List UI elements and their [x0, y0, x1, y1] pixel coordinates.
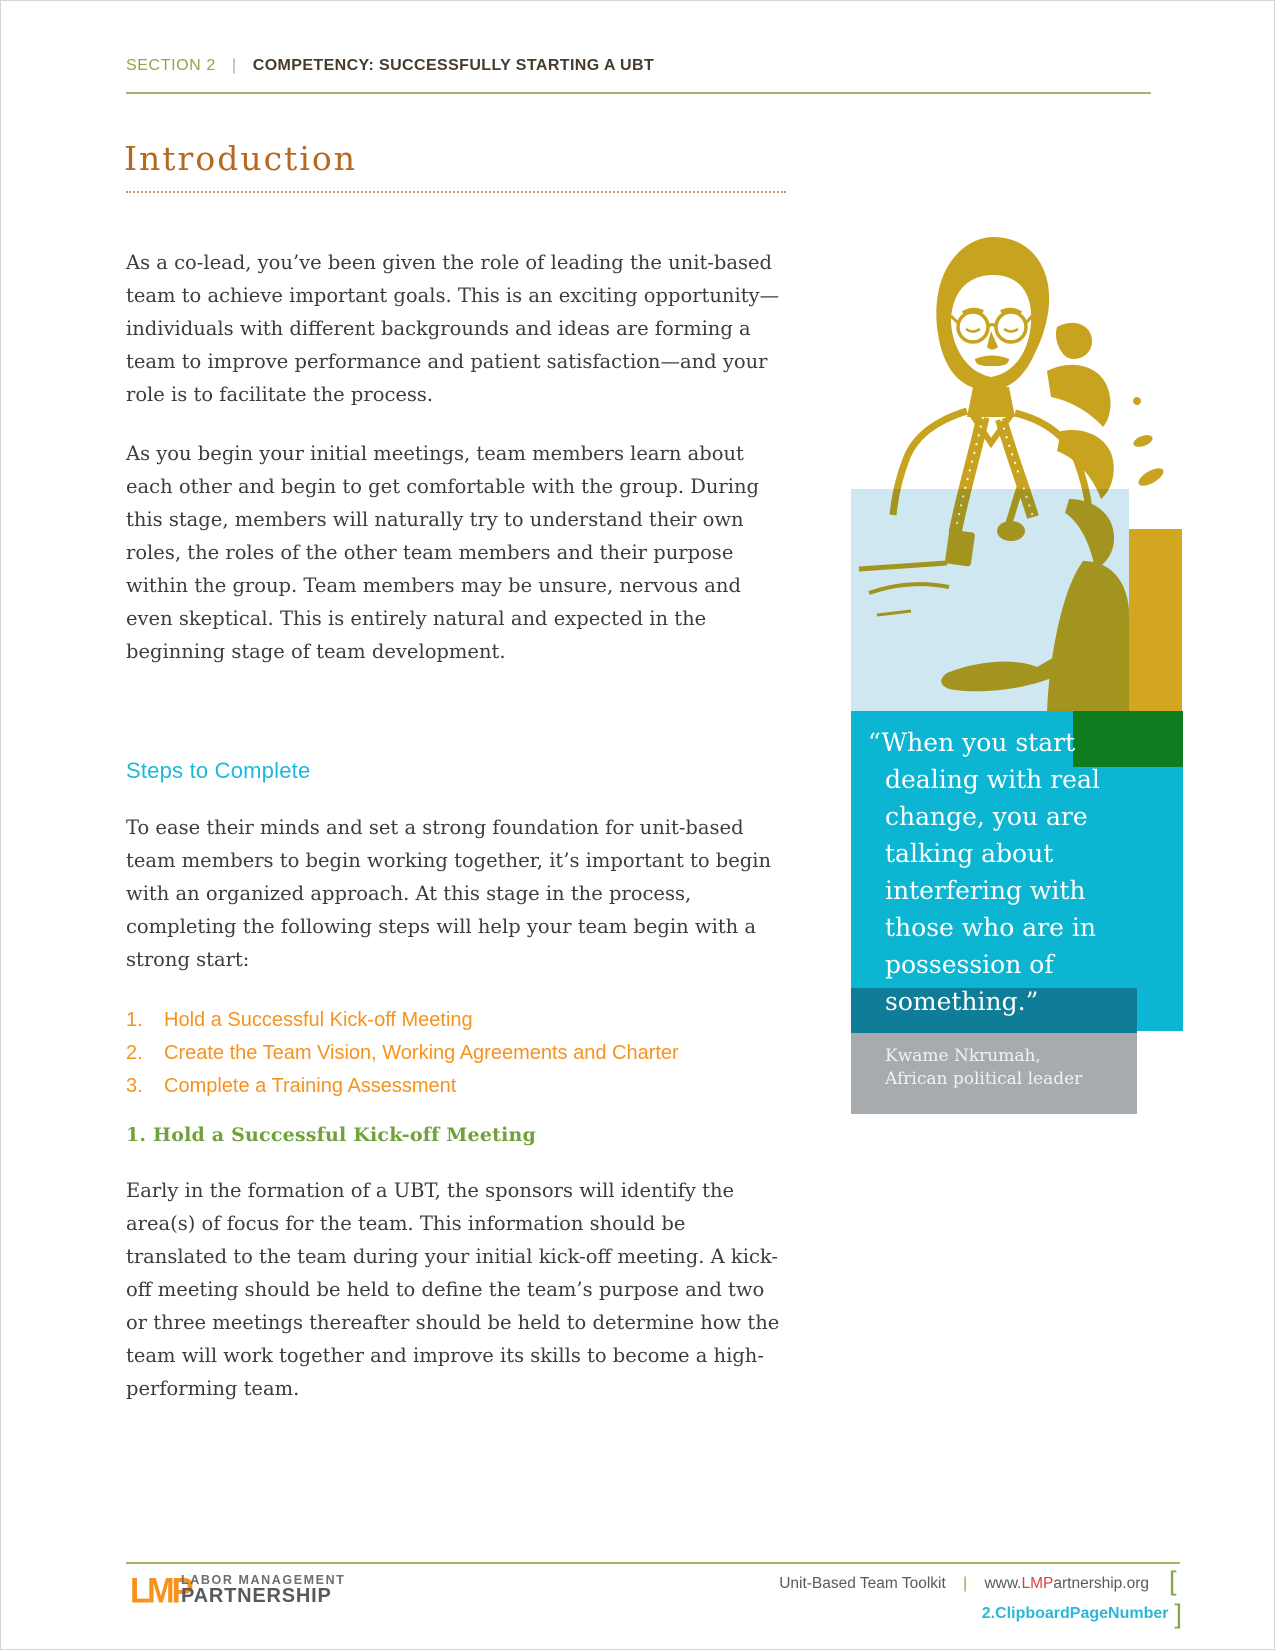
lmp-logo-line1: LABOR MANAGEMENT [181, 1573, 346, 1587]
steps-heading: Steps to Complete [126, 758, 311, 783]
header-rule [126, 92, 1151, 94]
lightblue-overlay [851, 489, 1129, 711]
step-number: 2. [126, 1042, 143, 1064]
page-number-row [982, 1599, 1182, 1630]
step-item [126, 1070, 806, 1103]
quote-line: change, you are [885, 802, 1088, 831]
step-number: 1. [126, 1009, 143, 1031]
section-label: SECTION 2 [126, 57, 216, 74]
lmp-logo-mark: LMP [130, 1570, 191, 1610]
page-number-bracket-open: [ [1169, 1566, 1177, 1596]
competency-title: COMPETENCY: SUCCESSFULLY STARTING A UBT [252, 57, 655, 74]
step-label: Hold a Successful Kick-off Meeting [164, 1009, 473, 1031]
lmp-logo-line2: PARTNERSHIP [181, 1585, 332, 1607]
steps-intro-paragraph: To ease their minds and set a strong foundation for unit-based team members to begin working together, it’s important to begin with an organized approach. At this stage in the process, completing the following steps will help your team begin with a strong start: [126, 816, 772, 971]
steps-list [126, 1004, 806, 1103]
breadcrumb [126, 57, 654, 75]
footer-info [779, 1575, 1149, 1593]
footer-toolkit-label: Unit-Based Team Toolkit [779, 1575, 946, 1592]
page-title: Introduction [124, 139, 357, 178]
quote-attribution [885, 1045, 1082, 1091]
step-item [126, 1037, 806, 1070]
intro-paragraph-2: As you begin your initial meetings, team members learn about each other and begin to get comfortable with the group. During this stage, members will naturally try to understand their own roles, the roles of the other team members and their purpose within the group. Team members may be unsure, nervous and even skeptical. This is entirely natural and expected in the beginning stage of team development. [126, 442, 760, 663]
step-item [126, 1004, 806, 1037]
duotone-photo-illustration [851, 231, 1183, 711]
kickoff-subheading: 1. Hold a Successful Kick-off Meeting [126, 1124, 537, 1146]
attribution-name: Kwame Nkrumah, [885, 1046, 1041, 1066]
eyebrow-divider: | [231, 57, 237, 74]
gold-strip [1129, 529, 1182, 711]
step-label: Complete a Training Assessment [164, 1075, 457, 1097]
quote-line: those who are in [885, 913, 1096, 942]
step-number: 3. [126, 1075, 143, 1097]
quote-text [868, 724, 1100, 1020]
quote-line: dealing with real [885, 765, 1100, 794]
footer-url[interactable]: www.LMPartnership.org [984, 1575, 1149, 1592]
footer-divider: | [963, 1575, 968, 1592]
attribution-title: African political leader [885, 1069, 1083, 1089]
page-number-bracket-close: ] [1174, 1599, 1182, 1629]
footer-rule [126, 1562, 1180, 1564]
quote-line: talking about [885, 839, 1054, 868]
step-label: Create the Team Vision, Working Agreements and Charter [164, 1042, 679, 1064]
quote-line: “When you start [868, 728, 1076, 757]
title-dotted-rule [126, 191, 786, 193]
kickoff-paragraph: Early in the formation of a UBT, the sponsors will identify the area(s) of focus for the team. This information should be translated to the team during your initial kick-off meeting. A kick-off meeting should be held to define the team’s purpose and two or three meetings thereafter should be held to determine how the team will work together and improve its skills to become a high-performing team. [126, 1179, 780, 1400]
quote-line: something.” [885, 987, 1039, 1016]
quote-line: interfering with [885, 876, 1086, 905]
page-number: 2.ClipboardPageNumber [981, 1605, 1169, 1622]
intro-paragraph-1: As a co-lead, you’ve been given the role of leading the unit-based team to achieve important goals. This is an exciting opportunity—individuals with different backgrounds and ideas are forming a team to improve performance and patient satisfaction—and your role is to facilitate the process. [126, 251, 780, 406]
quote-line: possession of [885, 950, 1054, 979]
